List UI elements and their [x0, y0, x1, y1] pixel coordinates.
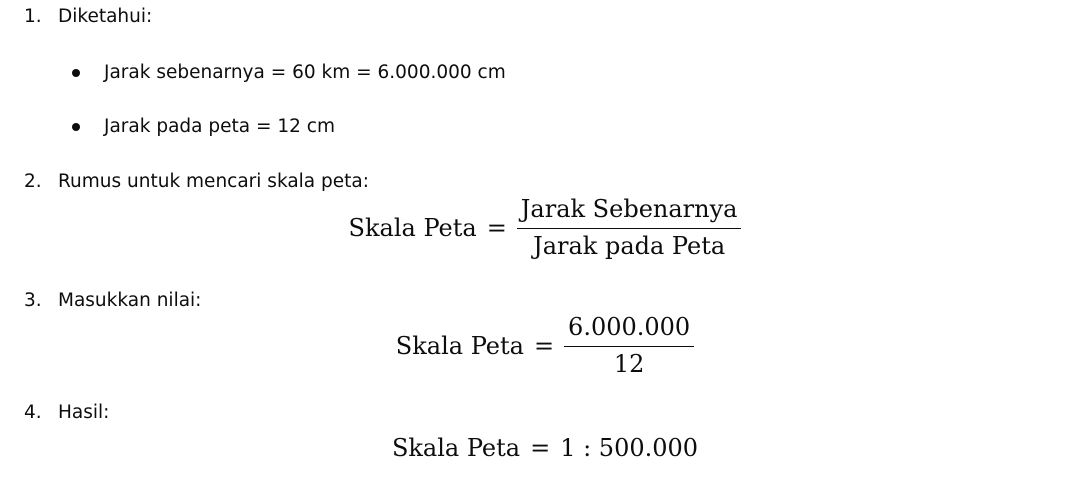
- step-label: Hasil:: [58, 402, 110, 423]
- fraction-numerator: 6.000.000: [564, 314, 694, 347]
- step-number: 4.: [24, 402, 42, 423]
- known-item-text: Jarak pada peta = 12 cm: [104, 116, 335, 137]
- equals-sign: =: [533, 332, 555, 361]
- step-2: [24, 171, 369, 192]
- equals-sign: =: [530, 434, 551, 462]
- fraction: [517, 196, 742, 260]
- formula-lhs: Skala Peta: [348, 214, 477, 243]
- result-equation: [0, 434, 1090, 462]
- bullet-dot-icon: [72, 69, 80, 77]
- fraction-denominator: 12: [613, 349, 645, 378]
- known-item: [72, 62, 506, 83]
- step-number: 1.: [24, 6, 42, 27]
- substitution-equation: [0, 314, 1090, 378]
- fraction-numerator: Jarak Sebenarnya: [517, 196, 742, 229]
- result-lhs: Skala Peta: [391, 434, 521, 462]
- substitution-lhs: Skala Peta: [395, 332, 524, 361]
- step-3: [24, 290, 201, 311]
- result-value: 1 : 500.000: [560, 434, 699, 462]
- fraction: [564, 314, 694, 378]
- step-label: Rumus untuk mencari skala peta:: [58, 171, 369, 192]
- formula-equation: [0, 196, 1090, 260]
- known-item: [72, 116, 335, 137]
- step-4: [24, 402, 109, 423]
- known-item-text: Jarak sebenarnya = 60 km = 6.000.000 cm: [104, 62, 506, 83]
- step-number: 2.: [24, 171, 42, 192]
- equals-sign: =: [486, 214, 507, 243]
- step-label: Masukkan nilai:: [58, 290, 202, 311]
- bullet-dot-icon: [72, 123, 80, 131]
- fraction-denominator: Jarak pada Peta: [533, 231, 726, 260]
- step-number: 3.: [24, 290, 42, 311]
- step-1: [24, 6, 152, 27]
- step-label: Diketahui:: [58, 6, 153, 27]
